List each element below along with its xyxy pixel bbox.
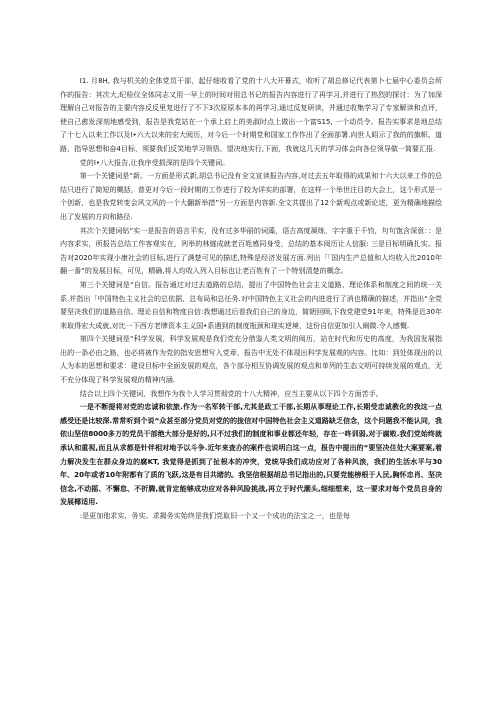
document-body	[60, 74, 442, 523]
paragraph-6: 第四个关键词是“科学发展，科学发展观是我们党充分借鉴人类文明的阅历，站在时代和历史的高度，为我国发展指出的一条必由之路，也必将被作为党的指安思想写入党章，报告中无处不体现出科学发展观的内容。比如：到处体现出的以人为本的思想和要求：建设目标中全面发展的观点，各个部分相互协调发展的观点和单列的生态文明可持续发展的观点，无不充分体现了科学发展观的精神内涵.	[60, 334, 442, 385]
paragraph-8: 一是不断提将对党的忠诚和依旅.作为一名军转干部,尤其是政工干部,长期从事理论工作,长期受忠诚教化的我这一点感受还是比较深.常常听到个说“众甚至部分党员对党的的拢信对中国特色社会主义道路缺乏信念，这个问题我不能认同，我依山坚信8000多万的党员干部绝大部分是好的,只不过我们的制度和事业都还年轻，存在一咚训弱,对于腐败.我们党始终就承认和重视,而且从求都是针伴相对地予以斗争.近年来查办的案件也说明白这一点，报告中提出的“要坚决住处大案要案,着力解决发生在群众身边的腐KT, 我觉得是抓到了扯根本的冲突，党统导我们成功应对了各种风浪，我们的生活水平与30年、20年或者10年附都有了质的飞跃,这是有目共睹的。我坚信根据胡总书记指出的,只要党能榜根于人民,胸怀忠肖、坚决信念,不动摇、不懈怠、不折腾,就肯定能够成功应对各种风险挑战,再立于时代潮头,细细想来，这一要求对每个党员自身的发展椰适用.	[60, 402, 442, 507]
paragraph-9: :是更加他求实、务实。求揭务实始终是我们党取旧一个又一个成功的法宝之一，也是每	[79, 511, 350, 520]
paragraph-7: 结合以上四个关键词，我想作为我个人学习贯彻党的十八大精神，应当主要从以下四个方面苦手。	[79, 388, 383, 398]
paragraph-4: 其次个关键词钻“实一是报告的语言平实，没有过多华丽的词藻，语古高度凝练，字字重于千钧，句句饱含深意：：是内容求实，所报告总结工作客观实在，列举的林燧成就老百姓感同身受，总结的基本阅历让人信服: 三是目标明确扎实。报告对2020年实现小康社会的目标,进行了满楚可见的描述,特殊是经济发展方面.列出「「国内生产总值和人均收入比2010年翻一番”的发展目标，可见，精确,将人均收入列入目标也让老百姓有了一个特别清楚的概念。	[60, 225, 442, 276]
paragraph-5: 第三个关键词是“自信。报告通过对过去道路的总结，提出了中国特色社会主义道路、理论体系和制度之间的统一关系.并指出「中国特色主义社会的总依据、总布局和总任务.对中国特色主义社会的内进进行了消也精确的描述，并指出“全党要坚决我们的道路自信、理论自信和物度自信:我想通过后看我们自己的身边，简朝回顾,下我党建党91年来，特殊是近30年来取得宏大成就,对比一下西方老牌资本主义国•系遇到的制度瓶颈和现实逆境，这份自信更加引人阐微.令人感慨.	[60, 279, 442, 330]
paragraph-3: 第一个关键词是“新。一方面是形式新,胡总书记没有全文宣读报告内容,对过去五年取得的成果和十六大以来工作的总结只进行了简短的概括，普更对今后一段时期的工作进行了较为详实的部署，在这样一个举世注目的大会上，这个形式是一个创新，也是我党转变会风文风的一个大翻新举措”另一方面是内容新.全文共提出了12个新观点或新论述，更为精确地描绘出了发展的方向和路径.	[60, 171, 442, 221]
paragraph-2: 党的I•八大报告,让我序受损深的是四个关键词。	[79, 157, 230, 167]
paragraph-1: I1. 月8H, 我与机关的全体党员干部，起仔细收看了党的十八大开幕式，收听了胡总修记代表第卜七届中心委员会所作的报告：其次大,纪检仪全体同志又用一早上的时间对用总书记的报告内容进行了再学习,并进行了热烈的探讨：为了加深理解自己对报告的主要内容反反里复进行了不下3次原原本本的再学习,通过反复研读，并通过收集学习了专家解读和点评，使自己愈发深刻地感受到，报告是我党站在一个承上启上的美淑时点上做出一个富S15, 一个动员令。报告实事求是地总结了十七入以来工作以及I•六大以来的宏大阅历，对今后一个时期党和国家工作作出了全面部署.向世人昭示了我的的旗帜、道路、指导思想和奋4目标，须要我们反笑地学习领悟、望决地实行,下面，我就这几天的学习体会向各位领导做一简要汇报.	[60, 76, 442, 153]
